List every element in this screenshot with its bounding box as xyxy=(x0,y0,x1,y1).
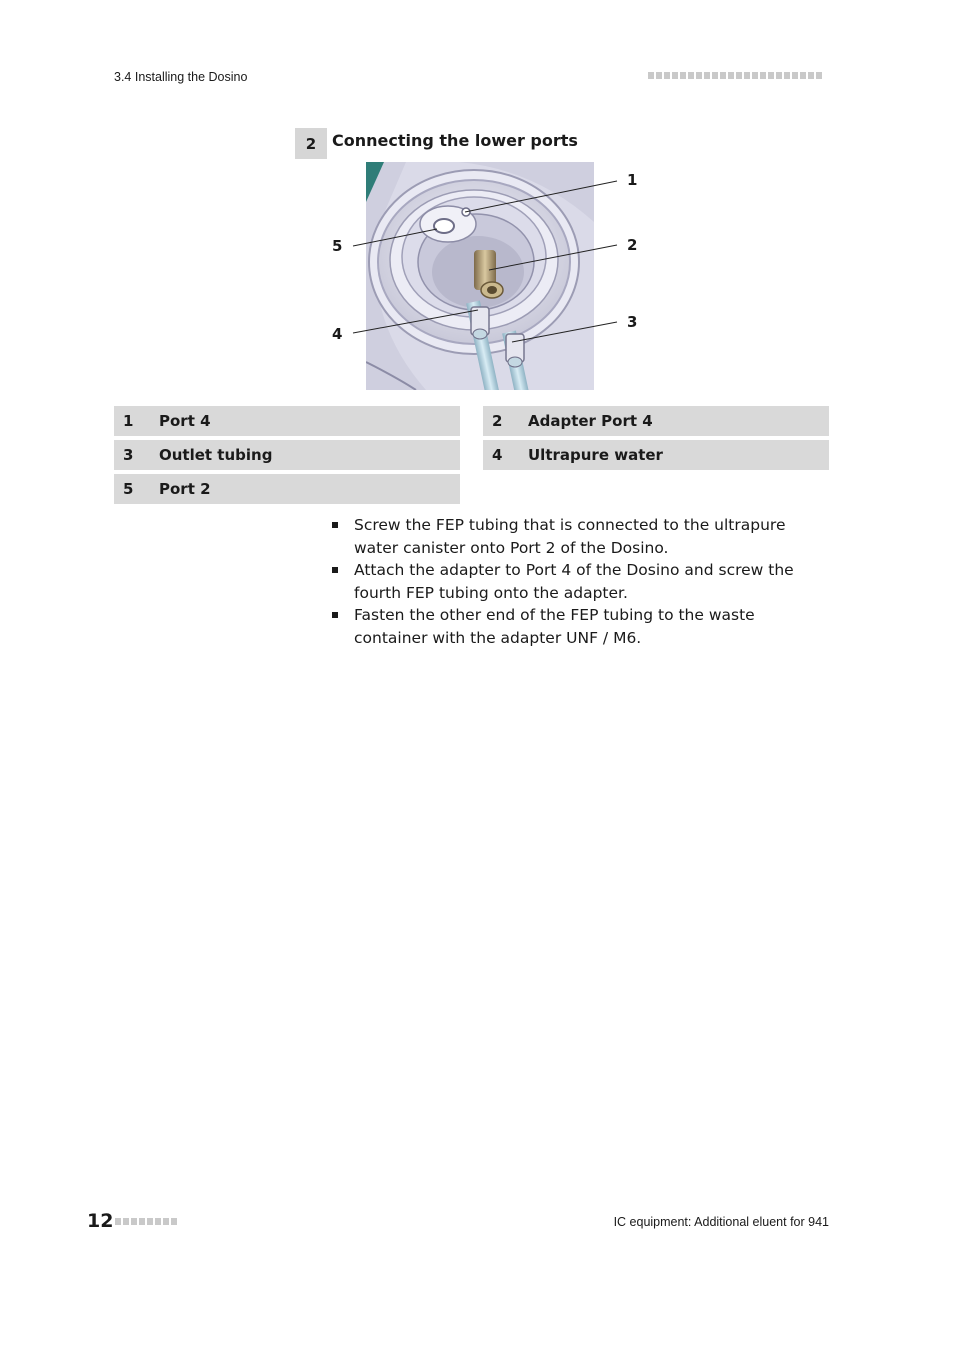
legend-item-2 xyxy=(483,406,829,436)
page-number: 12 xyxy=(87,1210,114,1232)
legend-label: Port 2 xyxy=(159,480,211,498)
instruction-item: Screw the FEP tubing that is connected to the ultrapure water canister onto Port 2 of the Dosino. xyxy=(332,514,832,559)
step-title: Connecting the lower ports xyxy=(332,131,578,150)
section-header: 3.4 Installing the Dosino xyxy=(114,70,248,84)
legend-number: 2 xyxy=(492,412,503,430)
legend-item-3 xyxy=(114,440,460,470)
legend-label: Outlet tubing xyxy=(159,446,273,464)
legend-label: Ultrapure water xyxy=(528,446,663,464)
legend-item-4 xyxy=(483,440,829,470)
instruction-item: Fasten the other end of the FEP tubing to the waste container with the adapter UNF / M6. xyxy=(332,604,832,649)
legend-number: 4 xyxy=(492,446,503,464)
callout-5: 5 xyxy=(332,237,343,255)
bullet-icon xyxy=(332,522,338,528)
legend-item-1 xyxy=(114,406,460,436)
callout-3: 3 xyxy=(627,313,638,331)
legend-label: Adapter Port 4 xyxy=(528,412,653,430)
legend-number: 3 xyxy=(123,446,134,464)
legend-number: 5 xyxy=(123,480,134,498)
instruction-item: Attach the adapter to Port 4 of the Dosino and screw the fourth FEP tubing onto the adapter. xyxy=(332,559,832,604)
bullet-icon xyxy=(332,612,338,618)
callout-2: 2 xyxy=(627,236,638,254)
step-number: 2 xyxy=(295,128,327,159)
legend-label: Port 4 xyxy=(159,412,211,430)
callout-4: 4 xyxy=(332,325,343,343)
document-title: IC equipment: Additional eluent for 941 xyxy=(613,1215,829,1229)
callout-leader-lines xyxy=(0,0,954,400)
callout-1: 1 xyxy=(627,171,638,189)
legend-number: 1 xyxy=(123,412,134,430)
footer-decoration xyxy=(115,1218,177,1225)
bullet-icon xyxy=(332,567,338,573)
legend-item-5 xyxy=(114,474,460,504)
instruction-list xyxy=(332,514,832,649)
